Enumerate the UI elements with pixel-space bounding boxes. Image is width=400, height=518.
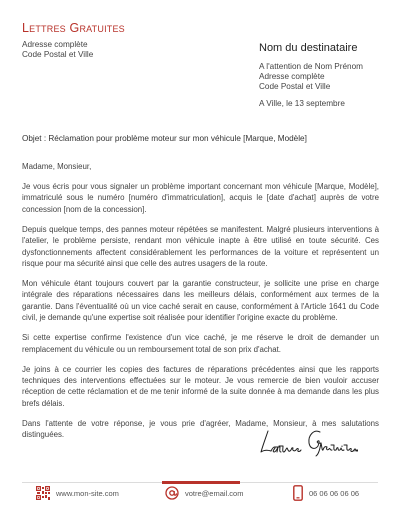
body-paragraph: Mon véhicule étant toujours couvert par la garantie constructeur, je sollicite une prise en charge intégrale des réparations nécessaires dans les meilleurs délais, conformément aux termes de la garantie. Dans l'éventualité où un vice caché serait en cause, conformément à l'Article 1641 du Code civil, je demande qu'une expertise soit réalisée pour identifier l'origine exacte du problème.	[22, 279, 379, 323]
footer-website	[36, 485, 119, 501]
closing-paragraph: Dans l'attente de votre réponse, je vous prie d'agréer, Madame, Monsieur, à mes salutations distinguées.	[22, 418, 379, 440]
sender-address-block	[22, 40, 93, 61]
website-text[interactable]: www.mon-site.com	[56, 488, 119, 498]
recipient-name: Nom du destinataire	[259, 42, 358, 54]
recipient-postal-city: Code Postal et Ville	[259, 82, 331, 92]
date-line: A Ville, le 13 septembre	[259, 99, 345, 108]
phone-text[interactable]: 06 06 06 06 06	[309, 488, 360, 498]
body-paragraph: Si cette expertise confirme l'existence d'un vice caché, je me réserve le droit de demander un remplacement du véhicule ou un remboursement total de son prix d'achat.	[22, 333, 379, 354]
qr-code-icon	[36, 486, 50, 500]
footer-accent-bar	[162, 481, 240, 484]
body-paragraph: Depuis quelque temps, des pannes moteur répétées se manifestent. Malgré plusieurs interventions à l'atelier, le problème persiste, rendant mon véhicule inapte à être utilisé en toute sécurité. Ces dysfonctionnements affectent considérablement les performances de la voiture et représentent un risque pour ma sécurité ainsi que celle des autres usagers de la route.	[22, 224, 379, 269]
salutation: Madame, Monsieur,	[22, 162, 92, 171]
sender-address: Adresse complète	[22, 40, 88, 49]
recipient-attention: A l'attention de Nom Prénom	[259, 62, 363, 71]
brand-logo-text: Lettres Gratuites	[22, 21, 125, 35]
mobile-phone-icon	[293, 485, 303, 501]
subject-line: Objet : Réclamation pour problème moteur sur mon véhicule [Marque, Modèle]	[22, 134, 307, 143]
body-paragraph: Je joins à ce courrier les copies des factures de réparations précédentes ainsi que les rapports techniques des interventions effectuées sur le moteur. Je vous remercie de bien vouloir accuser réception de cette réclamation et de me tenir informé de la suite donnée à ma demande dans les plus brefs délais.	[22, 364, 379, 408]
handwritten-signature	[258, 425, 358, 459]
recipient-address-block	[259, 62, 363, 93]
body-paragraph: Je vous écris pour vous signaler un problème important concernant mon véhicule [Marque, Modèle], immatriculé sous le numéro [numéro d'immatriculation], acquis le [date d'achat] auprès de votre concession [nom de la concession].	[22, 182, 379, 214]
footer-phone	[293, 485, 359, 501]
recipient-address: Adresse complète	[259, 72, 325, 82]
letter-body	[22, 161, 379, 449]
footer-email	[165, 485, 243, 501]
sender-postal-city: Code Postal et Ville	[22, 50, 94, 60]
at-sign-icon	[165, 486, 179, 500]
email-text[interactable]: votre@email.com	[185, 488, 244, 498]
